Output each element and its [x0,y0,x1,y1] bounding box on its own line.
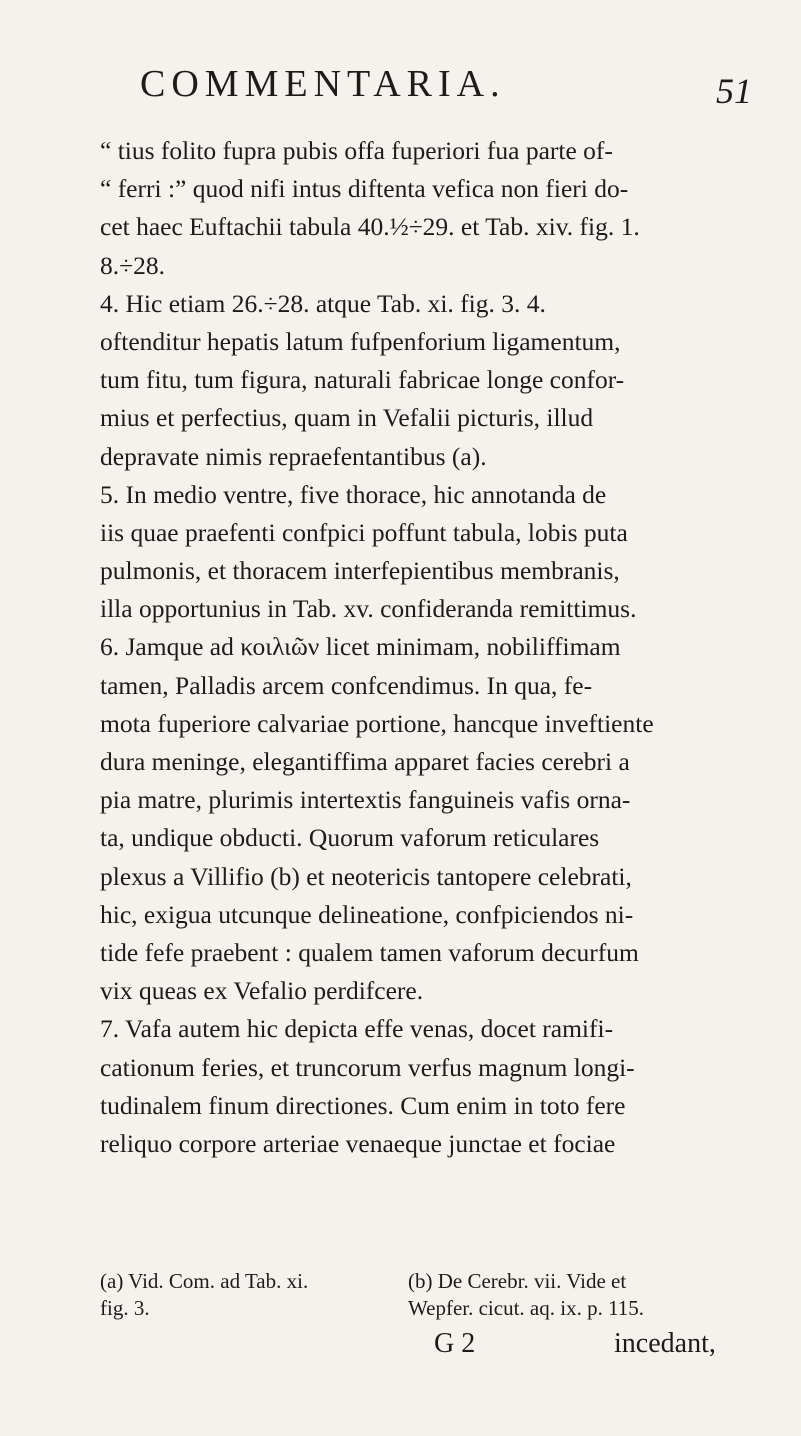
footnote-row [100,1295,760,1322]
body-text [100,132,740,1163]
text-line: mius et perfectius, quam in Vefalii picturis, illud [100,403,594,433]
text-line: tudinalem finum directiones. Cum enim in toto fere [100,1090,626,1120]
footnote-row [100,1268,760,1295]
text-line: cet haec Euftachii tabula 40.½÷29. et Tab. xiv. fig. 1. [100,212,640,242]
page-number: 51 [716,71,752,111]
text-line: hic, exigua utcunque delineatione, confpiciendos ni- [100,899,634,929]
text-line: 4. Hic etiam 26.÷28. atque Tab. xi. fig. 3. 4. [100,288,546,318]
text-line: reliquo corpore arteriae venaeque junctae et fociae [100,1128,616,1158]
text-line: pia matre, plurimis intertextis fanguineis vafis orna- [100,785,631,815]
text-line: “ ferri :” quod nifi intus diftenta vefica non fieri do- [100,174,629,204]
text-line: vix queas ex Vefalio perdifcere. [100,976,424,1006]
text-line: ta, undique obducti. Quorum vaforum reticulares [100,823,600,853]
text-line: 5. In medio ventre, five thorace, hic annotanda de [100,479,607,509]
footnote-a: (a) Vid. Com. ad Tab. xi. [100,1269,309,1293]
footnote-b: (b) De Cerebr. vii. Vide et [408,1269,627,1293]
footnote-b-continued: Wepfer. cicut. aq. ix. p. 115. [408,1296,645,1320]
text-line: tamen, Palladis arcem confcendimus. In qua, fe- [100,670,593,700]
text-line: depravate nimis repraefentantibus (a). [100,441,487,471]
signature-mark: G 2 [434,1328,476,1359]
text-line: plexus a Villifio (b) et neotericis tantopere celebrati, [100,861,632,891]
text-line: 6. Jamque ad κοιλιῶν licet minimam, nobiliffimam [100,632,621,662]
text-line: oftenditur hepatis latum fufpenforium ligamentum, [100,326,621,356]
text-line: tide fefe praebent : qualem tamen vaforum decurfum [100,937,639,967]
text-line: tum fitu, tum figura, naturali fabricae longe confor- [100,365,625,395]
footnotes [100,1268,760,1322]
text-line: 7. Vafa autem hic depicta effe venas, docet ramifi- [100,1014,614,1044]
text-line: cationum feries, et truncorum verfus magnum longi- [100,1052,635,1082]
text-line: dura meninge, elegantiffima apparet facies cerebri a [100,747,630,776]
text-line: illa opportunius in Tab. xv. confideranda remittimus. [100,594,637,624]
page-header [0,62,801,122]
running-title: COMMENTARIA. [140,63,506,105]
text-line: “ tius folito fupra pubis offa fuperiori fua parte of- [100,136,613,165]
catchword: incedant, [614,1328,716,1359]
text-line: pulmonis, et thoracem interfepientibus membranis, [100,556,620,586]
text-line: iis quae praefenti confpici poffunt tabula, lobis puta [100,517,628,547]
text-line: 8.÷28. [100,250,165,280]
footnote-a-continued: fig. 3. [100,1296,150,1320]
text-line: mota fuperiore calvariae portione, hancque inveftiente [100,708,654,738]
page-footer [0,1328,801,1378]
